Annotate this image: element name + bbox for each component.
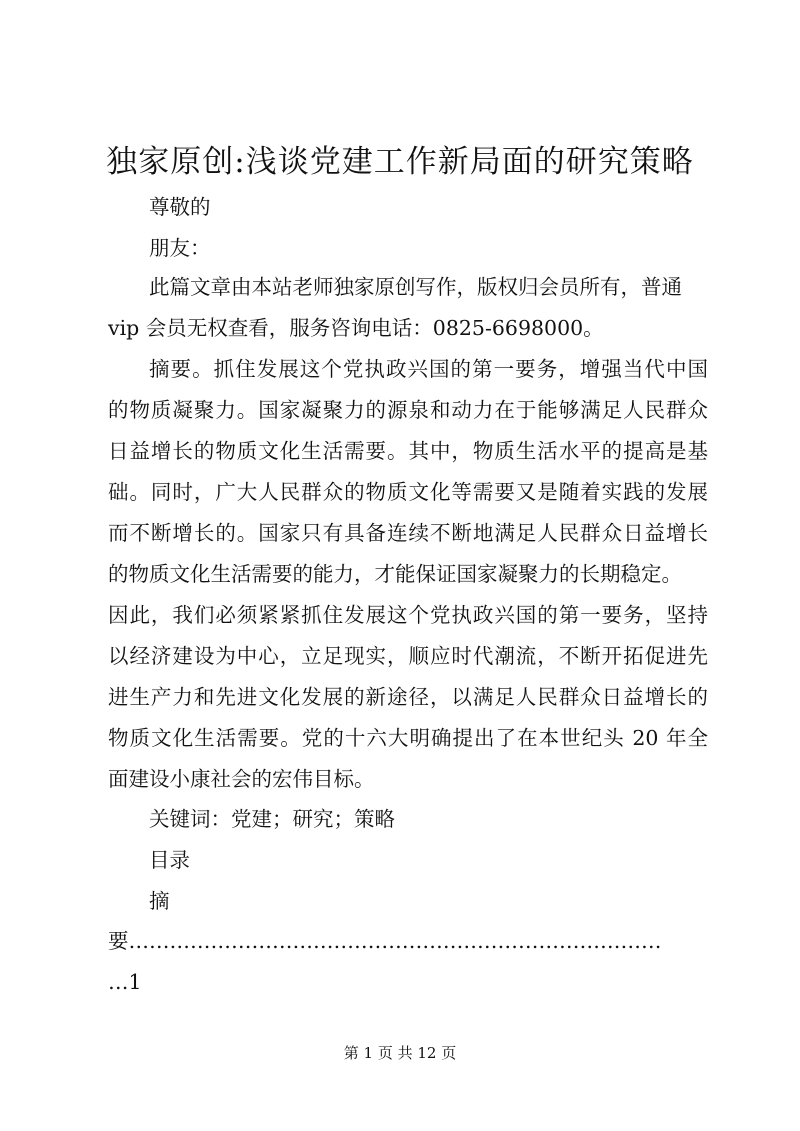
toc-entry-first-char: 摘 (149, 889, 170, 913)
keywords-line: 关键词：党建；研究；策略 (149, 807, 395, 831)
notice-line-1: 此篇文章由本站老师独家原创写作，版权归会员所有，普通 (149, 275, 682, 299)
greeting-line-1: 尊敬的 (149, 195, 211, 219)
abstract-line-1: 摘要。抓住发展这个党执政兴国的第一要务，增强当代中国 (149, 357, 708, 381)
page-footer: 第 1 页 共 12 页 (343, 1044, 457, 1062)
abstract-line-9: 进生产力和先进文化发展的新途径，以满足人民群众日益增长的 (108, 685, 708, 709)
abstract-line-6: 的物质文化生活需要的能力，才能保证国家凝聚力的长期稳定。 (108, 562, 682, 586)
greeting-line-2: 朋友： (149, 236, 211, 260)
abstract-line-5: 而不断增长的。国家只有具备连续不断地满足人民群众日益增长 (108, 521, 708, 545)
toc-heading: 目录 (149, 848, 190, 872)
document-title: 独家原创:浅谈党建工作新局面的研究策略 (106, 144, 694, 180)
abstract-line-2: 的物质凝聚力。国家凝聚力的源泉和动力在于能够满足人民群众 (108, 398, 708, 422)
abstract-line-10: 物质文化生活需要。党的十六大明确提出了在本世纪头 20 年全 (108, 726, 708, 750)
abstract-line-4: 础。同时，广大人民群众的物质文化等需要又是随着实践的发展 (108, 480, 708, 504)
abstract-line-8: 以经济建设为中心，立足现实，顺应时代潮流，不断开拓促进先 (108, 644, 708, 668)
abstract-line-3: 日益增长的物质文化生活需要。其中，物质生活水平的提高是基 (108, 439, 708, 463)
toc-entry-leader: 要…………………………………………………………………… (108, 929, 662, 953)
abstract-line-7: 因此，我们必须紧紧抓住发展这个党执政兴国的第一要务，坚持 (108, 603, 708, 627)
abstract-line-11: 面建设小康社会的宏伟目标。 (108, 767, 375, 791)
toc-entry-page-number: …1 (108, 970, 142, 994)
notice-line-2: vip 会员无权查看，服务咨询电话：0825-6698000。 (108, 316, 604, 340)
